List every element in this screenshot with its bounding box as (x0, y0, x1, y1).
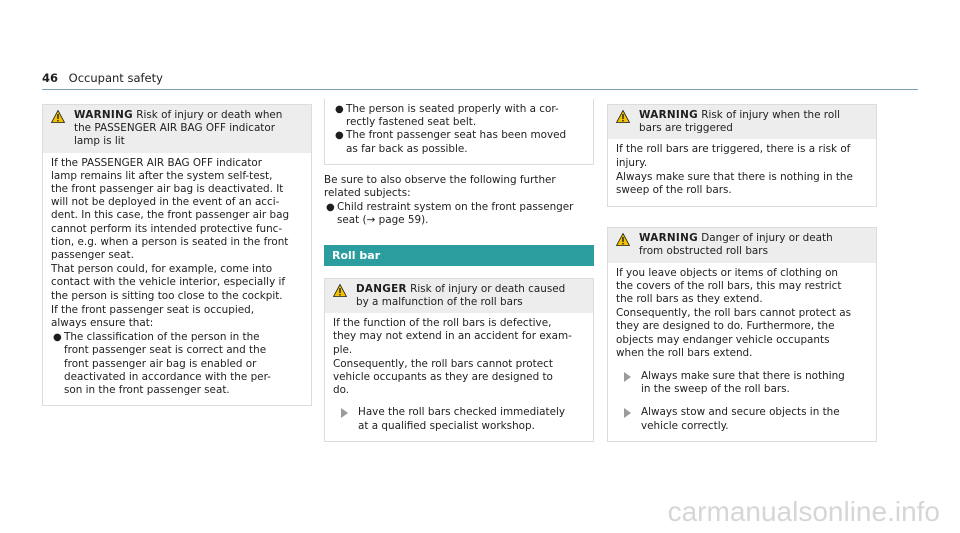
text-line: objects may endanger vehicle occupants (616, 333, 830, 346)
text-line: vehicle occupants as they are designed to (333, 371, 553, 384)
bullet-list (324, 201, 594, 227)
header-rule (42, 89, 918, 90)
text-line: deactivated in accordance with the per- (64, 370, 271, 383)
bullet-icon: ● (335, 130, 344, 142)
action-step (616, 370, 868, 396)
warning-triangle-icon (51, 110, 65, 123)
text-line: Consequently, the roll bars cannot protect (333, 357, 553, 370)
column-1 (42, 104, 312, 406)
page-reference-link[interactable]: seat (→ page 59). (337, 214, 429, 227)
danger-box-roll-bar (324, 278, 594, 442)
bullet-icon: ● (326, 202, 335, 214)
paragraph (51, 304, 303, 330)
text-line: front passenger air bag is enabled or (64, 357, 257, 370)
page-number: 46 (42, 71, 59, 85)
text-line: at a qualified specialist workshop. (358, 419, 535, 432)
warning-keyword: WARNING (639, 232, 698, 245)
warning-header (43, 105, 311, 153)
text-line: the roll bars as they extend. (616, 293, 763, 306)
bullet-icon: ● (53, 332, 62, 344)
text-line: The classification of the person in the (64, 331, 260, 344)
step-arrow-icon (624, 372, 631, 382)
warning-head-text (639, 232, 868, 245)
text-line: the covers of the roll bars, this may restrict (616, 279, 842, 292)
text-line: If the function of the roll bars is defective, (333, 317, 552, 330)
action-step (333, 406, 585, 432)
text-line: always ensure that: (51, 317, 154, 330)
watermark: carmanualsonline.info (667, 496, 940, 527)
warning-triangle-icon (616, 233, 630, 246)
head-line: lamp is lit (74, 135, 125, 148)
warning-body (608, 263, 876, 441)
head-line: by a malfunction of the roll bars (356, 296, 523, 309)
text-line: That person could, for example, come into (51, 263, 273, 276)
page-title: Occupant safety (68, 71, 163, 85)
text-line: sweep of the roll bars. (616, 184, 732, 197)
continued-body (325, 99, 593, 164)
warning-header (608, 228, 876, 262)
text-line: vehicle correctly. (641, 419, 729, 432)
list-item (333, 103, 585, 129)
bullet-list (51, 331, 303, 397)
text-line: tion, e.g. when a person is seated in the front (51, 235, 289, 248)
text-line: dent. In this case, the front passenger air bag (51, 209, 290, 222)
text-line: they may not extend in an accident for exam- (333, 330, 572, 343)
text-line: do. (333, 384, 350, 397)
text-line: Always make sure that there is nothing in the (616, 170, 853, 183)
paragraph (333, 317, 585, 357)
text-line: in the sweep of the roll bars. (641, 383, 790, 396)
text-line: ple. (333, 343, 353, 356)
warning-header (608, 105, 876, 139)
related-subjects (324, 174, 594, 228)
column-3 (607, 104, 877, 442)
text-line: Have the roll bars checked immediately (358, 406, 566, 419)
step-arrow-icon (341, 408, 348, 418)
text-line: Be sure to also observe the following further (324, 173, 556, 186)
text-line: as far back as possible. (346, 142, 468, 155)
head-line: the PASSENGER AIR BAG OFF indicator (74, 122, 276, 135)
head-line: Risk of injury or death caused (410, 282, 566, 295)
text-line: Consequently, the roll bars cannot protect as (616, 307, 851, 320)
paragraph (616, 307, 868, 360)
warning-keyword: WARNING (74, 109, 133, 121)
section-title-roll-bar: Roll bar (324, 245, 594, 266)
paragraph (51, 157, 303, 263)
danger-body (325, 313, 593, 441)
paragraph (51, 263, 303, 303)
warning-body (43, 153, 311, 406)
warning-head-text (639, 109, 868, 122)
step-arrow-icon (624, 408, 631, 418)
paragraph (333, 358, 585, 398)
paragraph (616, 171, 868, 197)
text-line: will not be deployed in the event of an acci- (51, 196, 280, 209)
action-step (616, 406, 868, 432)
head-line: bars are triggered (639, 122, 733, 135)
text-line: If the roll bars are triggered, there is a risk of (616, 143, 851, 156)
text-line: lamp remains lit after the system self-test, (51, 169, 273, 182)
text-line: contact with the vehicle interior, especially if (51, 276, 286, 289)
list-item (51, 331, 303, 397)
text-line: when the roll bars extend. (616, 346, 753, 359)
warning-keyword: WARNING (639, 109, 698, 121)
warning-box-continued (324, 99, 594, 165)
head-line: Risk of injury when the roll (701, 109, 840, 121)
warning-triangle-icon (616, 110, 630, 123)
text-line: they are designed to do. Furthermore, the (616, 320, 835, 333)
warning-box-air-bag (42, 104, 312, 406)
text-line: rectly fastened seat belt. (346, 116, 477, 129)
text-line: Child restraint system on the front passenger (337, 201, 574, 214)
warning-body (608, 139, 876, 206)
column-2 (324, 99, 594, 442)
danger-header (325, 279, 593, 313)
text-line: The front passenger seat has been moved (346, 129, 567, 142)
head-line: Risk of injury or death when (136, 109, 283, 121)
text-line: cannot perform its intended protective func- (51, 222, 283, 235)
head-line: from obstructed roll bars (639, 245, 768, 258)
warning-box-obstructed-roll-bars (607, 227, 877, 442)
text-line: The person is seated properly with a cor- (346, 103, 559, 115)
text-line: injury. (616, 156, 648, 169)
page-header (42, 72, 163, 85)
list-item (333, 129, 585, 155)
list-item-child-restraint[interactable] (324, 201, 594, 227)
text-line: front passenger seat is correct and the (64, 344, 267, 357)
text-line: son in the front passenger seat. (64, 384, 230, 397)
danger-keyword: DANGER (356, 282, 407, 295)
text-line: If the front passenger seat is occupied, (51, 303, 255, 316)
text-line: passenger seat. (51, 249, 134, 262)
bullet-list (333, 103, 585, 156)
bullet-icon: ● (335, 104, 344, 115)
paragraph (324, 174, 594, 200)
danger-head-text (356, 283, 585, 296)
paragraph (616, 267, 868, 307)
text-line: the front passenger air bag is deactivated. It (51, 183, 284, 196)
warning-head-text (74, 109, 303, 122)
text-line: Always stow and secure objects in the (641, 406, 840, 419)
warning-triangle-icon (333, 284, 347, 297)
warning-box-roll-bars-triggered (607, 104, 877, 207)
text-line: related subjects: (324, 187, 411, 200)
text-line: the person is sitting too close to the cockpit. (51, 289, 283, 302)
text-line: If the PASSENGER AIR BAG OFF indicator (51, 156, 263, 169)
head-line: Danger of injury or death (701, 232, 833, 245)
text-line: Always make sure that there is nothing (641, 370, 845, 383)
paragraph (616, 143, 868, 169)
text-line: If you leave objects or items of clothing on (616, 266, 839, 279)
